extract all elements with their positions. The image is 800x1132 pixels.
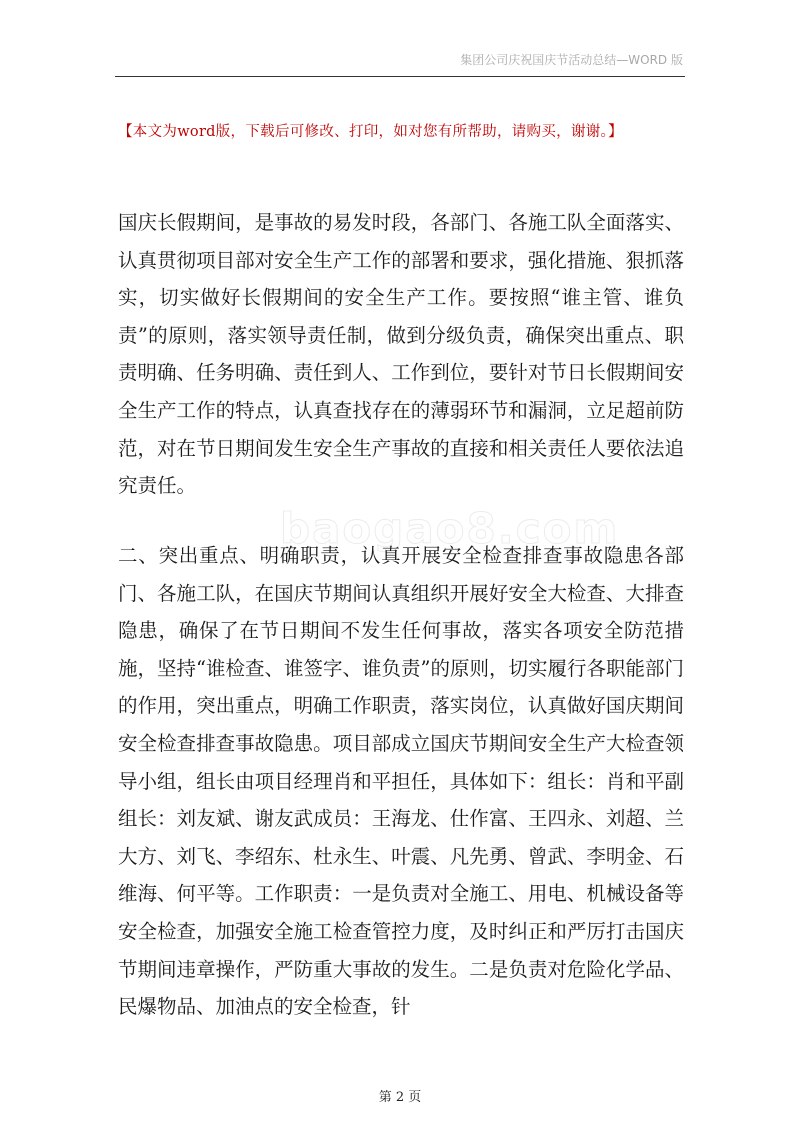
header-divider [115, 76, 685, 77]
page-number: 第 2 页 [378, 1090, 422, 1105]
watermark-text: baogao8.com [280, 504, 620, 553]
body-paragraph-2: 二、突出重点、明确职责，认真开展安全检查排查事故隐患各部门、各施工队，在国庆节期间认真组织开展好安全大检查、大排查隐患，确保了在节日期间不发生任何事故，落实各项安全防范措施，坚持“谁检查、谁签字、谁负责”的原则，切实履行各职能部门的作用，突出重点，明确工作职责，落实岗位，认真做好国庆期间安全检查排查事故隐患。项目部成立国庆节期间安全生产大检查领导小组，组长由项目经理肖和平担任，具体如下：组长：肖和平副组长：刘友斌、谢友武成员：王海龙、仕作富、王四永、刘超、兰大方、刘飞、李绍东、杜永生、叶震、凡先勇、曾武、李明金、石维海、何平等。工作职责：一是负责对全施工、用电、机械设备等安全检查，加强安全施工检查管控力度，及时纠正和严厉打击国庆节期间违章操作，严防重大事故的发生。二是负责对危险化学品、民爆物品、加油点的安全检查，针 [118, 544, 684, 1019]
body-paragraph-1: 国庆长假期间，是事故的易发时段，各部门、各施工队全面落实、认真贯彻项目部对安全生产工作的部署和要求，强化措施、狠抓落实，切实做好长假期间的安全生产工作。要按照“谁主管、谁负责”的原则，落实领导责任制，做到分级负责，确保突出重点、职责明确、任务明确、责任到人、工作到位，要针对节日长假期间安全生产工作的特点，认真查找存在的薄弱环节和漏洞，立足超前防范，对在节日期间发生安全生产事故的直接和相关责任人要依法追究责任。 [118, 211, 684, 498]
download-notice: 【本文为word版，下载后可修改、打印，如对您有所帮助，请购买，谢谢。】 [118, 124, 623, 140]
document-header-title: 集团公司庆祝国庆节活动总结—WORD 版 [460, 53, 683, 67]
